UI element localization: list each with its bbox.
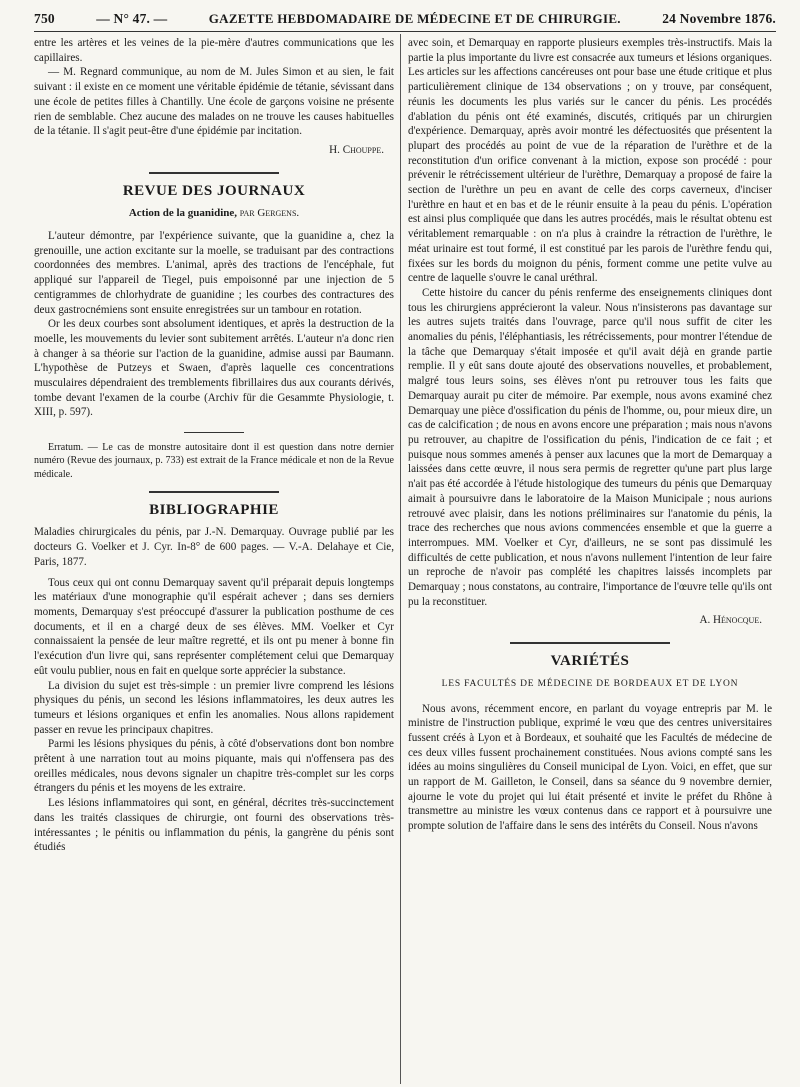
- section-title: BIBLIOGRAPHIE: [149, 501, 279, 518]
- column-divider: [400, 34, 401, 1084]
- left-column: [34, 36, 394, 855]
- section-title: REVUE DES JOURNAUX: [122, 182, 306, 199]
- page-number: 750: [34, 11, 55, 26]
- paragraph: avec soin, et Demarquay en rapporte plusieurs exemples très-instructifs. Mais la partie la plus importante du livre est consacrée aux tumeurs et lésions organiques. Les articles sur les affections cancéreuses ont pour base une étude critique et plus particulièrement clinique de 134 observations ; on y trouve, par conséquent, réunis les documents les plus variés sur le cancer du pénis. Les procédés d'ablation du pénis ont été examinés, discutés, critiqués par un chirurgien d'expérience. Demarquay, après avoir montré les défectuosités que présentent la plupart des procédés au point de vue de la réparation de l'urèthre et de la reconstitution d'un orifice convenant à la miction, expose son procédé : pour prévenir le rétrécissement ultérieur de l'urèthre, Demarquay a proposé de faire la section de l'urèthre un peu en avant de celle des corps caverneux, d'inciser l'urèthre en haut et en bas et de le réunir ensuite à la peau du pénis. L'opération est ainsi plus compliquée que dans les autres procédés, mais le résultat obtenu est véritablement remarquable : on n'a plus à craindre la rétraction de l'urèthre, le méat urinaire est tout formé, il est constitué par les parois de l'urèthre fendu qui, fixées sur les bords du moignon du pénis, forment comme une petite vulve au centre de laquelle s'ouvre le canal uréthral.: [408, 37, 772, 285]
- bibliographic-reference: Maladies chirurgicales du pénis, par J.-N. Demarquay. Ouvrage publié par les docteurs G. Voelker et J. Cyr. In-8° de 600 pages. — V.-A. Delahaye et Cie, Paris, 1877.: [34, 526, 394, 568]
- right-column: [408, 36, 772, 834]
- paragraph: La division du sujet est très-simple : un premier livre comprend les lésions physiques du pénis, un second les lésions inflammatoires, les deux autres les tumeurs et lésions organiques et enfin les anomalies. Nous allons rapidement passer en revue les principaux chapitres.: [34, 679, 394, 736]
- paragraph: Parmi les lésions physiques du pénis, à côté d'observations dont bon nombre prêtent à une narration tout au moins piquante, mais qui n'offensera pas des oreilles médicales, nous devons signaler un chapitre très-complet sur les corps étrangers du pénis et les moyens de les extraire.: [34, 738, 394, 795]
- paragraph: L'auteur démontre, par l'expérience suivante, que la guanidine a, chez la grenouille, une action excitante sur la moelle, se traduisant par des contractions coordonnées des membres. L'animal, après des tractions de l'encéphale, fut appliqué sur l'appareil de Tiegel, puis empoisonné par une injection de 5 centigrammes de chlorhydrate de guanidine ; les courbes des contractures des deux gastrocnémiens sont ensuite enregistrées sur un tambour en rotation.: [34, 230, 394, 316]
- section-rule: [510, 642, 670, 644]
- issue-date: 24 Novembre 1876.: [662, 11, 776, 26]
- issue-number: — N° 47. —: [96, 11, 168, 26]
- section-rule: [149, 491, 279, 493]
- article-author: par Gergens.: [239, 207, 300, 220]
- signature: H. Chouppe.: [329, 143, 384, 156]
- section-rule: [149, 172, 279, 174]
- page-header: [34, 6, 776, 32]
- article-title: [34, 206, 394, 221]
- paragraph: — M. Regnard communique, au nom de M. Jules Simon et au sien, le fait suivant : il existe en ce moment une véritable épidémie de tétanie, sévissant dans une école de petites filles à Chantilly. Une école de garçons voisine ne présente rien de semblable. Chez aucune des malades on ne trouve les causes habituelles de la tétanie. Il s'agit peut-être d'une épidémie par incitation.: [34, 66, 394, 138]
- paragraph: entre les artères et les veines de la pie-mère d'autres communications que les capillaires.: [34, 37, 394, 64]
- journal-title: GAZETTE HEBDOMADAIRE DE MÉDECINE ET DE CHIRURGIE.: [208, 11, 621, 26]
- paragraph: Nous avons, récemment encore, en parlant du voyage entrepris par M. le ministre de l'instruction publique, exprimé le vœu que des centres universitaires fussent créés à Lyon et à Bordeaux, et souhaité que les Facultés de médecine de ces deux villes fussent prochainement constituées. Nous avions compté sans les idées au moins singulières du Conseil municipal de Lyon. Voici, en effet, que sur un rapport de M. Gailleton, le Conseil, dans sa séance du 9 novembre dernier, ajourne le vote du projet qui lui était présenté et invite le préfet du Rhône à transmettre au ministre les vœux contenus dans ce rapport et à poursuivre une prompte solution de l'affaire dans le sens des intérêts du Conseil. Nous n'avons: [408, 702, 772, 833]
- paragraph: Cette histoire du cancer du pénis renferme des enseignements cliniques dont tous les chirurgiens apprécieront la valeur. Nous n'insisterons pas davantage sur les autres sujets traités dans l'ouvrage, parce qu'il nous suffit de citer les anomalies du pénis, l'éléphantiasis, les rétrécissements, pour montrer l'étendue de la tâche que Demarquay s'était imposée et qu'il avait déjà en grande partie remplie. Il y eût sans doute ajouté des observations nouvelles, et probablement, malgré tous leurs soins, ses élèves n'ont pu retrouver tous les faits que Demarquay aurait pu citer de mémoire. Par exemple, nous avons examiné chez Demarquay une pièce d'ossification du pénis de l'homme, ou, pour mieux dire, un cas de calcification ; de nous en avons encore une préparation ; mais nous n'avons pu retrouver, au chapitre de l'ossification du pénis, l'indication de ce fait ; et puisque nous sommes amenés à penser aux lacunes que la mort de Demarquay a laissées dans cette œuvre, il nous sera permis de regretter qu'une part plus large n'ait pas été accordée à l'étude histologique des tumeurs du pénis que Demarquay aimait à poursuivre dans le laboratoire de la Maison Municipale ; nous aurions retrouvé avec plaisir, dans les notions préliminaires sur l'anatomie du pénis, la trace des recherches que nous avions commencées ensemble et que la guerre a interrompues. MM. Voelker et Cyr, d'ailleurs, ne se sont pas dissimulé les difficultés de cette publication, et nous n'avons nullement l'intention de leur faire un reproche de n'avoir pas complété les chapitres laissés incomplets par Demarquay ; nous constatons, au contraire, l'importance de l'œuvre telle qu'ils ont pu la reconstituer.: [408, 286, 772, 608]
- article-title-text: Action de la guanidine,: [128, 207, 238, 220]
- signature: A. Hénocque.: [699, 614, 762, 627]
- section-title: VARIÉTÉS: [550, 653, 630, 670]
- paragraph: Tous ceux qui ont connu Demarquay savent qu'il préparait depuis longtemps les matériaux d'une monographie qu'il espérait achever ; dans ses derniers moments, Demarquay s'est préoccupé d'assurer la publication posthume de ces documents, et il en a chargé deux de ses élèves. MM. Voelker et Cyr connaissaient la pensée de leur maître regretté, et ils ont pu mener à bonne fin l'exécution d'un livre qui, sans représenter complétement celui que Demarquay eût voulu publier, nous en fait en quelque sorte apprécier la substance.: [34, 576, 394, 677]
- paragraph: Les lésions inflammatoires qui sont, en général, décrites très-succinctement dans les traités classiques de chirurgie, ont fourni des observations très-intéressantes ; le pénitis ou inflammation du pénis, la gangrène du pénis sont étudiés: [34, 797, 394, 854]
- erratum: Erratum. — Le cas de monstre autositaire dont il est question dans notre dernier numéro (Revue des journaux, p. 733) est extrait de la France médicale et non de la Revue médicale.: [34, 442, 394, 480]
- section-subtitle: LES FACULTÉS DE MÉDECINE DE BORDEAUX ET DE LYON: [441, 678, 739, 689]
- header-rule: [34, 31, 776, 32]
- paragraph: Or les deux courbes sont absolument identiques, et après la destruction de la moelle, les mouvements du levier sont subitement arrêtés. L'auteur n'a donc rien à changer à sa théorie sur l'action de la guanidine, admise aussi par Baumann. L'hypothèse de Putzeys et Swaen, d'après laquelle ces concentrations musculaires dépendraient des tremblements fibrillaires dus aux courants dérivés, tombe devant l'examen de la courbe (Archiv für die Gesammte Physiologie, t. XIII, p. 597).: [34, 318, 394, 419]
- erratum-rule: [184, 432, 244, 433]
